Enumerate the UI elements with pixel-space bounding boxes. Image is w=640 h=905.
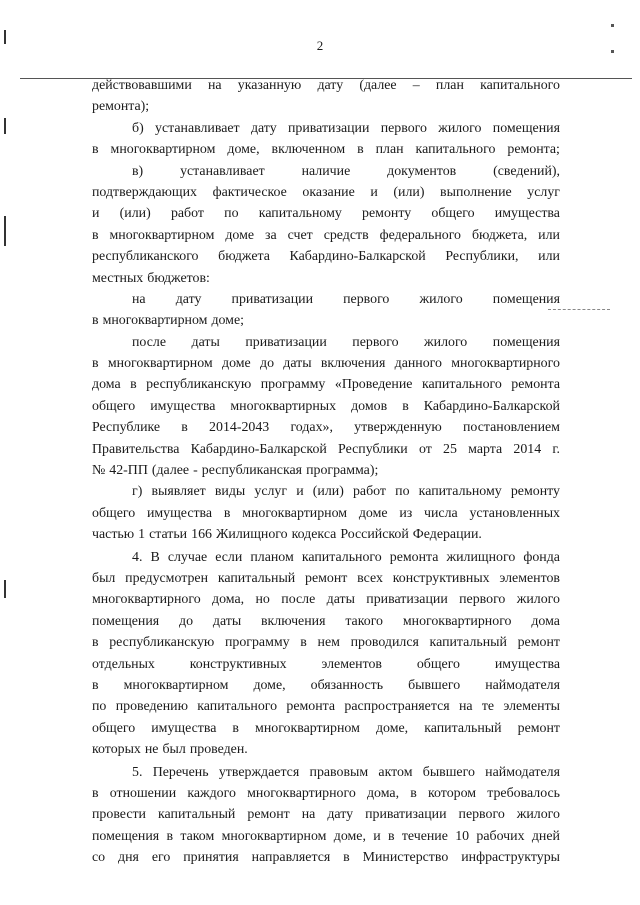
word: ремонта; (507, 142, 560, 158)
word: рабочих (476, 828, 525, 844)
word: в (92, 313, 99, 329)
word: правовым (309, 764, 369, 780)
word: доме (222, 356, 251, 372)
text-line (92, 547, 560, 568)
word: общего (416, 656, 460, 672)
scan-left-mark (4, 30, 6, 44)
word: 42-ПП (109, 463, 148, 479)
word: имущества (494, 206, 560, 222)
word: план (435, 78, 464, 93)
word: даты (212, 613, 242, 629)
word: принятия (183, 850, 239, 866)
word: включенном (271, 142, 346, 158)
text-line (92, 246, 560, 267)
word: приватизации (245, 334, 327, 350)
word: жилого (438, 120, 482, 136)
word: 4. (132, 549, 143, 565)
word: Федерации. (412, 527, 482, 543)
word: кодекса (291, 527, 337, 543)
word: был (162, 742, 186, 758)
word: даты (191, 334, 220, 350)
text-line (92, 654, 560, 675)
word: бюджетов: (147, 270, 210, 286)
word: устанавливает (180, 163, 265, 179)
text-line (92, 696, 560, 717)
word: капитального (480, 78, 560, 93)
word: (или) (312, 484, 344, 500)
word: в (223, 505, 231, 521)
word: программу (224, 635, 290, 651)
word: актом (378, 764, 413, 780)
word: многоквартирном (255, 720, 360, 736)
word: наймодателя (485, 677, 560, 693)
word: 166 (191, 527, 212, 543)
word: в) (132, 163, 144, 179)
word: план (375, 142, 404, 158)
word: за (265, 227, 277, 243)
word: и (370, 184, 378, 200)
word: дней (531, 828, 560, 844)
word: многоквартирном (109, 227, 215, 243)
word: программу (260, 377, 326, 393)
text-line (92, 739, 560, 760)
word: счет (287, 227, 313, 243)
word: ремонт (305, 570, 348, 586)
word: помещения (492, 120, 560, 136)
word: дня (118, 850, 139, 866)
word: до (260, 356, 275, 372)
word: капитального (421, 377, 502, 393)
word: 10 (455, 828, 470, 844)
word: республиканскую (109, 635, 215, 651)
text-line (92, 75, 560, 96)
word: те (481, 699, 495, 715)
word: общего (92, 505, 136, 521)
word: республиканского (92, 249, 199, 265)
word: дату (250, 120, 277, 136)
word: дома (92, 377, 121, 393)
text-line (92, 118, 560, 139)
text-line (92, 225, 560, 246)
word: дату (317, 78, 344, 93)
word: выявляет (151, 484, 206, 500)
word: ремонта (286, 699, 336, 715)
word: капитального (197, 699, 278, 715)
word: работ (352, 484, 386, 500)
word: даты (326, 592, 355, 608)
word: программа); (306, 463, 379, 479)
text-line (92, 268, 560, 289)
word: приватизации (231, 291, 313, 307)
word: 2014-2043 (209, 420, 270, 436)
text-line (92, 762, 560, 783)
scan-left-mark (4, 118, 6, 134)
word: и (373, 828, 381, 844)
text-line (92, 524, 560, 545)
word: от (418, 441, 432, 457)
word: б) (132, 120, 144, 136)
word: капитальный (157, 807, 236, 823)
text-line (92, 439, 560, 460)
word: предусмотрен (125, 570, 209, 586)
word: после (281, 592, 316, 608)
text-line (92, 353, 560, 374)
word: и (296, 484, 304, 500)
word: оказание (302, 184, 355, 200)
word: выполнение (440, 184, 512, 200)
word: в (92, 356, 99, 372)
text-line (92, 847, 560, 868)
word: проводился (350, 635, 419, 651)
word: инфраструктуры (461, 850, 560, 866)
word: Правительства (92, 441, 180, 457)
word: распространяется (344, 699, 450, 715)
word: марта (468, 441, 503, 457)
text-line (92, 161, 560, 182)
word: многоквартирном (242, 505, 348, 521)
word: многоквартирного (402, 613, 512, 629)
word: дома, (366, 785, 400, 801)
text-line (92, 203, 560, 224)
word: Российской (340, 527, 409, 543)
word: многоквартирного (451, 356, 560, 372)
word: - (193, 463, 198, 479)
word: на (458, 699, 473, 715)
text-line (92, 96, 560, 117)
word: г. (552, 441, 560, 457)
word: отдельных (92, 656, 155, 672)
word: первого (458, 807, 505, 823)
text-line (92, 675, 560, 696)
word: по (92, 699, 107, 715)
text-line (92, 182, 560, 203)
word: в (92, 227, 99, 243)
text-line (92, 310, 560, 331)
word: указанную (237, 78, 302, 93)
word: подтверждающих (92, 184, 197, 200)
word: доме, (253, 677, 286, 693)
word: планом (250, 549, 294, 565)
word: дату (175, 291, 202, 307)
word: многоквартирного (92, 592, 201, 608)
word: Кабардино-Балкарской (423, 398, 560, 414)
word: республиканскую (146, 377, 252, 393)
word: № (92, 463, 106, 479)
word: помещения (492, 334, 560, 350)
word: услуг (254, 484, 288, 500)
word: установленных (469, 505, 560, 521)
word: Перечень (152, 764, 209, 780)
word: таком (180, 828, 215, 844)
word: многоквартирном (123, 677, 229, 693)
word: ремонту (362, 206, 412, 222)
word: имущества (150, 398, 216, 414)
word: первого (343, 291, 390, 307)
word: средств (323, 227, 369, 243)
word: если (215, 549, 243, 565)
word: утвержденную (354, 420, 442, 436)
word: капитальному (258, 206, 342, 222)
word: г) (132, 484, 143, 500)
word: в (92, 635, 99, 651)
word: утверждается (218, 764, 300, 780)
word: «Проведение (334, 377, 413, 393)
word: но (255, 592, 270, 608)
word: – (412, 78, 420, 93)
word: после (132, 334, 166, 350)
word: нем (317, 635, 340, 651)
word: элементов (321, 656, 382, 672)
word: в (232, 720, 239, 736)
word: обязанность (310, 677, 384, 693)
word: в (410, 785, 417, 801)
word: жилого (516, 807, 560, 823)
word: в (300, 635, 307, 651)
word: Республики (338, 441, 408, 457)
word: проведению (115, 699, 188, 715)
text-line (92, 826, 560, 847)
scan-left-mark (4, 216, 6, 246)
word: имущества (494, 656, 560, 672)
word: (далее (151, 463, 190, 479)
word: случае (167, 549, 208, 565)
word: приватизации (365, 807, 447, 823)
word: фактическое (212, 184, 287, 200)
word: жилого (516, 592, 560, 608)
word: (или) (119, 206, 151, 222)
word: каждого (187, 785, 236, 801)
text-line (92, 632, 560, 653)
word: дома (531, 613, 560, 629)
word: по (224, 206, 239, 222)
document-body-text (92, 75, 560, 868)
word: по (395, 484, 410, 500)
word: домов (351, 398, 388, 414)
word: конструктивных (392, 570, 490, 586)
word: республиканская (201, 463, 303, 479)
word: постановлением (462, 420, 560, 436)
word: многоквартирном (110, 142, 216, 158)
word: не (144, 742, 159, 758)
word: ремонт (517, 720, 560, 736)
word: Кабардино-Балкарской (289, 249, 426, 265)
text-line (92, 139, 560, 160)
text-line (92, 611, 560, 632)
word: элементы (503, 699, 560, 715)
word: частью (92, 527, 135, 543)
word: (сведений), (493, 163, 560, 179)
word: ремонта); (92, 99, 150, 115)
text-line (92, 783, 560, 804)
text-line (92, 481, 560, 502)
text-line (92, 289, 560, 310)
word: помещения (492, 291, 560, 307)
text-line (92, 589, 560, 610)
word: в (181, 420, 188, 436)
word: доме, (333, 828, 366, 844)
word: многоквартирном (107, 356, 213, 372)
word: общего (92, 720, 136, 736)
word: наличие (301, 163, 351, 179)
word: бюджета, (471, 227, 528, 243)
word: проведен. (189, 742, 248, 758)
word: многоквартирном (102, 313, 208, 329)
word: приватизации (287, 120, 370, 136)
word: данного (394, 356, 442, 372)
word: элементов (499, 570, 560, 586)
text-line (92, 374, 560, 395)
word: котором (428, 785, 477, 801)
word: общего (431, 206, 475, 222)
word: приватизации (366, 592, 448, 608)
word: в (387, 828, 395, 844)
word: даты (283, 356, 312, 372)
word: многоквартирного (247, 785, 356, 801)
word: ремонта (389, 549, 439, 565)
word: течение (401, 828, 448, 844)
word: Кабардино-Балкарской (190, 441, 327, 457)
word: капитальный (217, 570, 296, 586)
word: устанавливает (155, 120, 240, 136)
word: которых (92, 742, 141, 758)
text-line (92, 804, 560, 825)
word: конструктивных (189, 656, 287, 672)
word: имущества (146, 505, 213, 521)
word: капитального (301, 549, 382, 565)
word: на (207, 78, 222, 93)
word: провести (92, 807, 146, 823)
word: направляется (251, 850, 331, 866)
text-line (92, 718, 560, 739)
word: 2014 (513, 441, 542, 457)
word: доме, (375, 720, 409, 736)
word: на (132, 291, 146, 307)
word: капитальный (429, 635, 507, 651)
word: виды (214, 484, 246, 500)
word: требовалось (487, 785, 560, 801)
word: был (92, 570, 116, 586)
word: помещения (92, 613, 160, 629)
word: (далее (359, 78, 397, 93)
word: Министерство (362, 850, 449, 866)
word: жилого (419, 291, 463, 307)
word: фонда (523, 549, 560, 565)
word: многоквартирном (221, 828, 327, 844)
text-line (92, 396, 560, 417)
word: отношении (109, 785, 177, 801)
word: ремонт (517, 635, 560, 651)
scan-right-speck (611, 50, 614, 53)
text-line (92, 503, 560, 524)
word: капитальный (424, 720, 502, 736)
word: ремонт (247, 807, 290, 823)
word: имущества (151, 720, 217, 736)
word: первого (352, 334, 399, 350)
word: на (301, 807, 316, 823)
word: включения (260, 613, 326, 629)
word: бывшего (408, 677, 461, 693)
word: жилого (424, 334, 468, 350)
word: и (92, 206, 100, 222)
word: капитальному (418, 484, 502, 500)
word: первого (459, 592, 506, 608)
word: местных (92, 270, 144, 286)
word: включения (320, 356, 386, 372)
text-line (92, 332, 560, 353)
word: в (92, 677, 99, 693)
word: или (538, 249, 560, 265)
word: такого (345, 613, 384, 629)
word: в (166, 828, 174, 844)
word: услуг (527, 184, 560, 200)
scan-right-speck (611, 24, 614, 27)
word: ремонту (510, 484, 560, 500)
page-number: 2 (316, 38, 324, 53)
word: Республике (92, 420, 161, 436)
word: (или) (393, 184, 425, 200)
word: первого (380, 120, 427, 136)
word: В (150, 549, 160, 565)
scan-left-mark (4, 580, 6, 598)
word: числа (424, 505, 458, 521)
word: документов (387, 163, 457, 179)
word: 25 (443, 441, 457, 457)
word: всех (357, 570, 383, 586)
word: 5. (132, 764, 143, 780)
word: действовавшими (92, 78, 192, 93)
word: бюджета (218, 249, 270, 265)
word: до (179, 613, 194, 629)
word: многоквартирных (230, 398, 337, 414)
word: дома, (212, 592, 245, 608)
word: 1 (138, 527, 146, 543)
word: капитального (415, 142, 496, 158)
word: помещения (92, 828, 160, 844)
word: Республики, (445, 249, 519, 265)
word: его (151, 850, 171, 866)
word: ремонта (511, 377, 560, 393)
text-line (92, 417, 560, 438)
word: работ (170, 206, 204, 222)
word: из (399, 505, 413, 521)
word: статьи (149, 527, 188, 543)
word: дату (327, 807, 354, 823)
word: жилищного (446, 549, 516, 565)
text-line (92, 568, 560, 589)
word: или (538, 227, 560, 243)
word: доме; (211, 313, 245, 329)
word: доме, (227, 142, 260, 158)
word: общего (92, 398, 136, 414)
word: в (343, 850, 350, 866)
word: Жилищного (215, 527, 288, 543)
word: в (92, 785, 99, 801)
word: наймодателя (485, 764, 560, 780)
word: в (357, 142, 364, 158)
word: в (402, 398, 409, 414)
word: в (92, 142, 99, 158)
text-line (92, 460, 560, 481)
word: бывшего (422, 764, 475, 780)
word: федерального (379, 227, 461, 243)
word: в (130, 377, 137, 393)
word: годах», (290, 420, 333, 436)
word: со (92, 850, 106, 866)
word: доме (358, 505, 388, 521)
word: доме (225, 227, 255, 243)
